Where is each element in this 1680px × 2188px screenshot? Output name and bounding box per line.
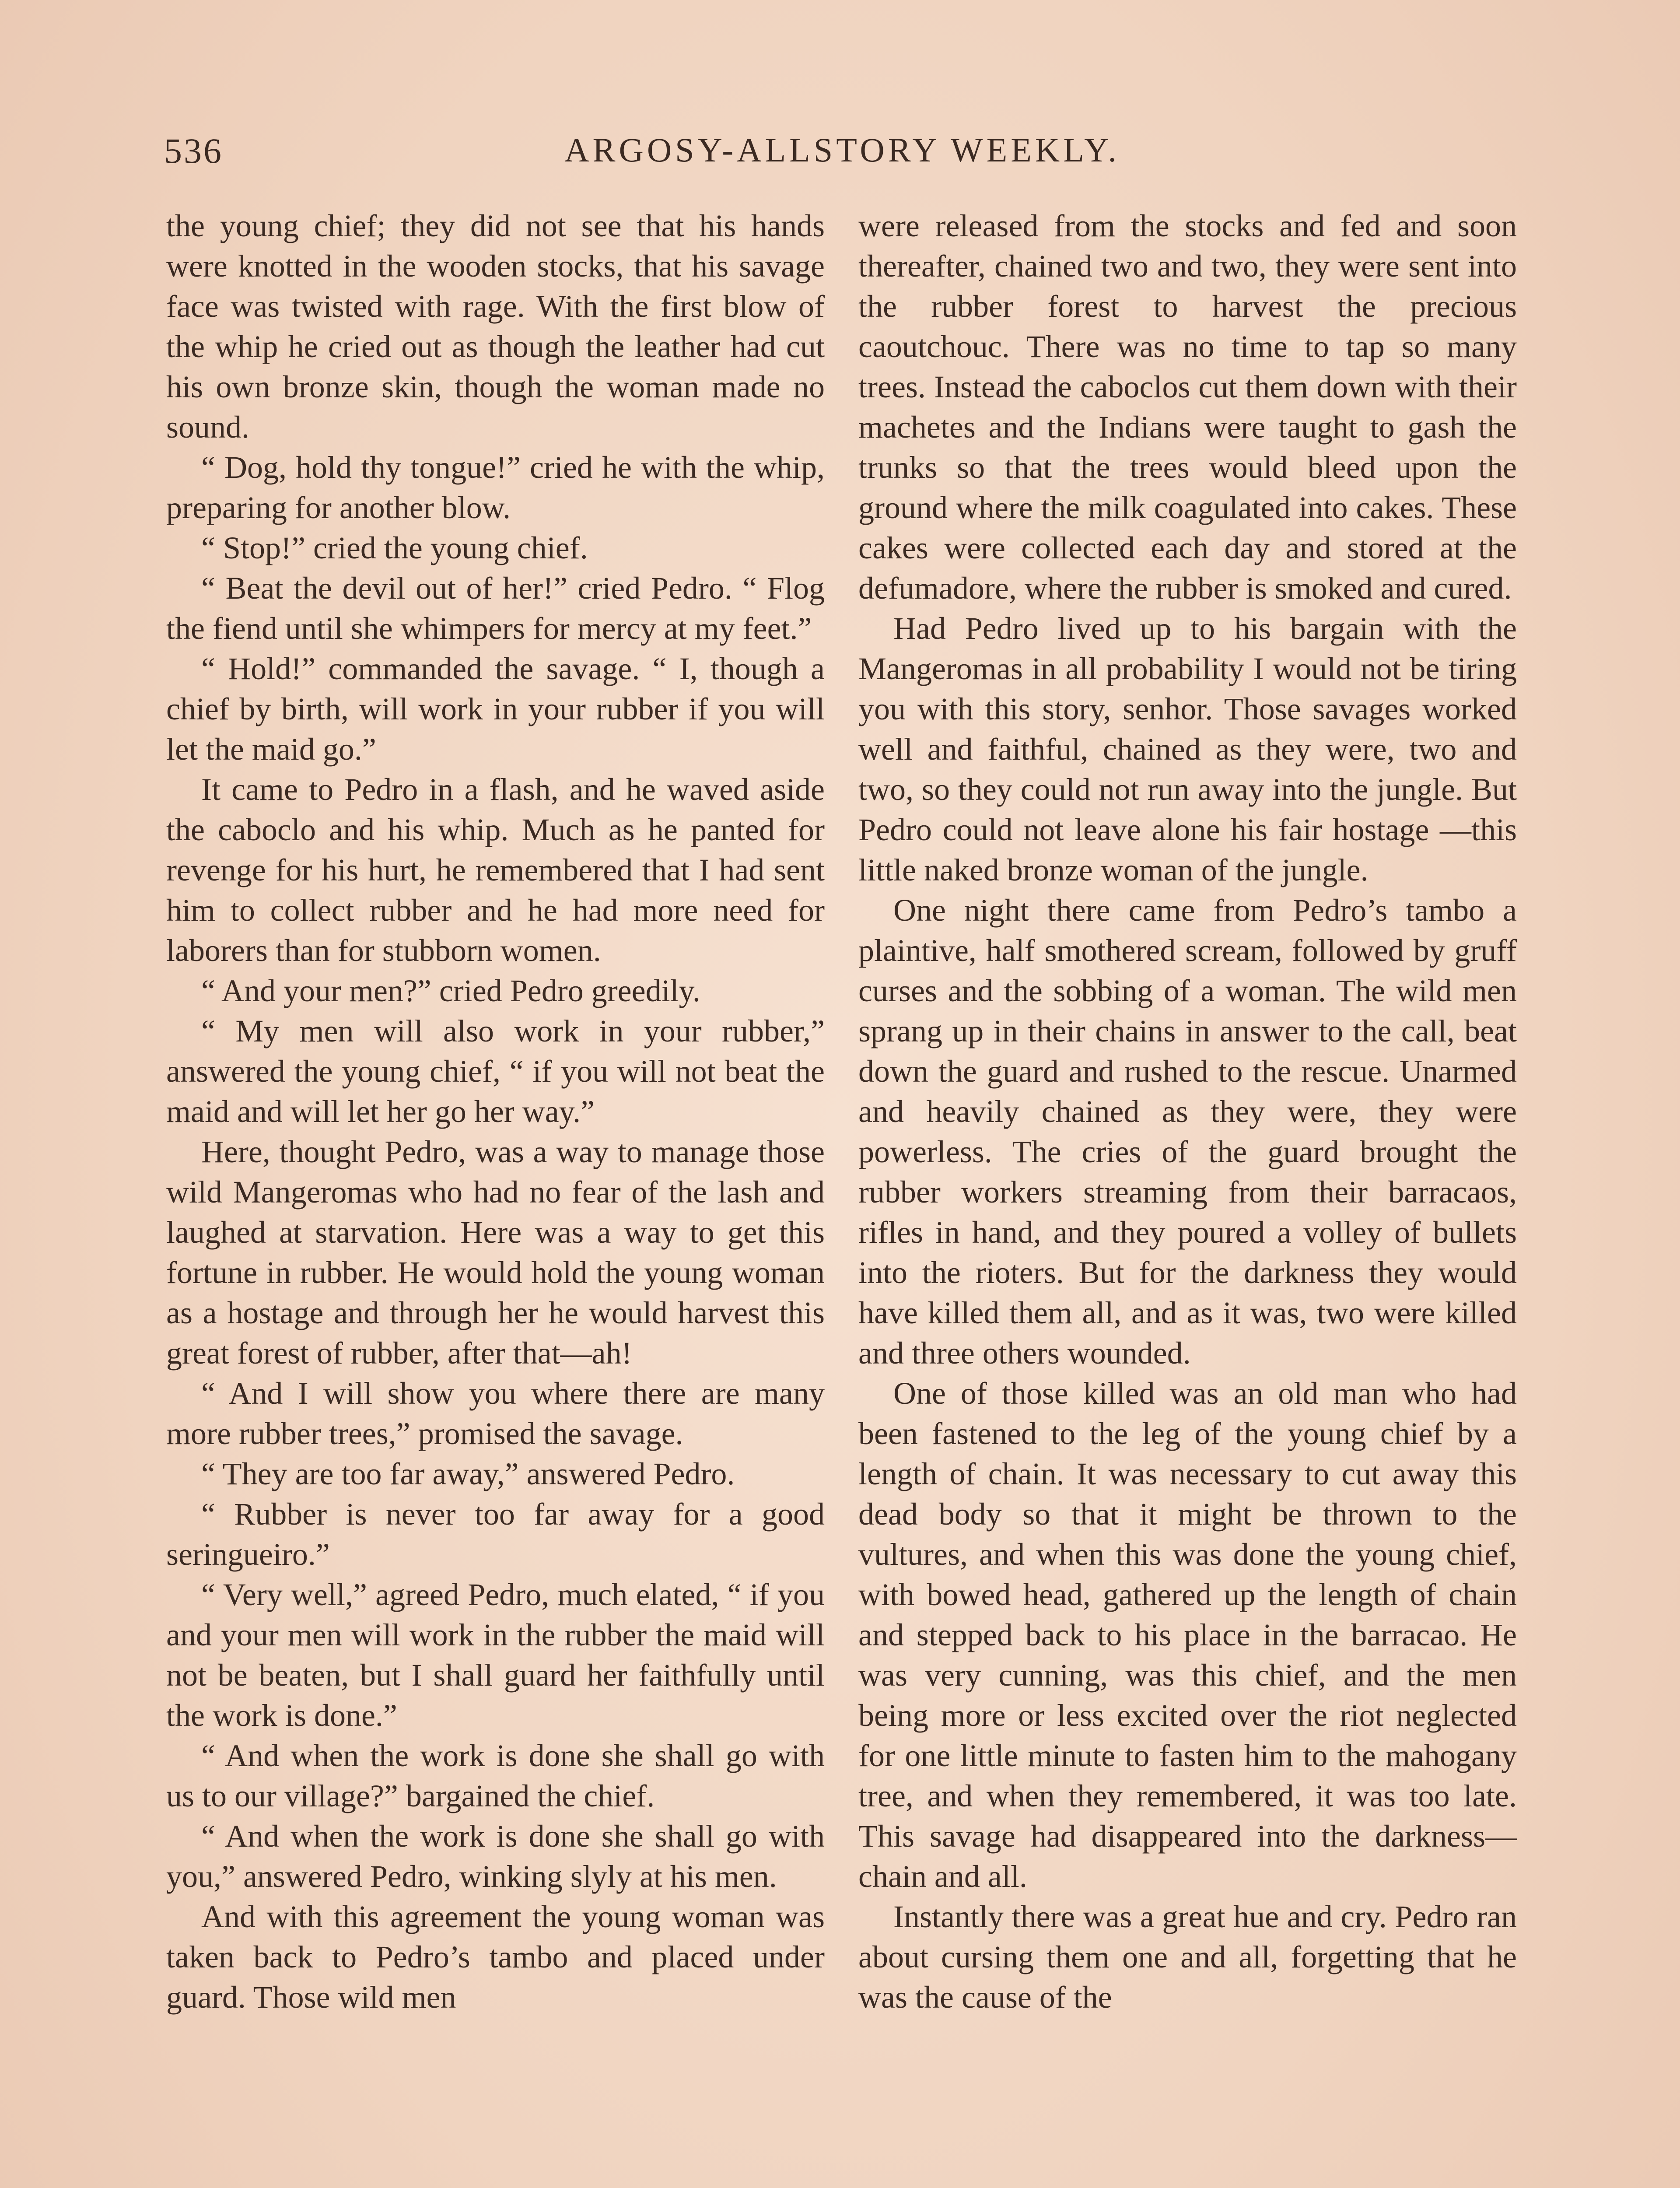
paragraph: “ And your men?” cried Pedro greedily.	[201, 973, 700, 1008]
paragraph: And with this agreement the young woman was taken back to Pedro’s tambo and placed under guard. Those wild men	[166, 1899, 825, 2015]
paragraph: “ Dog, hold thy tongue!” cried he with the whip, preparing for another blow.	[166, 450, 825, 525]
paragraph: the young chief; they did not see that his hands were knotted in the wooden stocks, that his savage face was twisted with rage. With the first blow of the whip he cried out as though the leather had cut his own bronze skin, though the woman made no sound.	[166, 208, 825, 445]
paragraph: “ Very well,” agreed Pedro, much elated, “ if you and your men will work in the rubber the maid will not be beaten, but I shall guard her faithfully until the work is done.”	[166, 1577, 825, 1733]
paragraph: “ Beat the devil out of her!” cried Pedro. “ Flog the fiend until she whimpers for mercy at my feet.”	[166, 571, 825, 646]
page-header	[164, 130, 1520, 179]
paragraph: “ And when the work is done she shall go with us to our village?” bargained the chief.	[166, 1738, 825, 1813]
paragraph: “ And I will show you where there are many more rubber trees,” promised the savage.	[166, 1376, 825, 1451]
paragraph: It came to Pedro in a flash, and he waved aside the caboclo and his whip. Much as he panted for revenge for his hurt, he remembered that I had sent him to collect rubber and he had more need for laborers than for stubborn women.	[166, 772, 825, 968]
paragraph: Had Pedro lived up to his bargain with the Mangeromas in all probability I would not be tiring you with this story, senhor. Those savages worked well and faithful, chained as they were, two and two, so they could not run away into the jungle. But Pedro could not leave alone his fair hostage —this little naked bronze woman of the jungle.	[858, 611, 1517, 887]
paragraph: One of those killed was an old man who had been fastened to the leg of the young chief by a length of chain. It was necessary to cut away this dead body so that it might be thrown to the vultures, and when this was done the young chief, with bowed head, gathered up the length of chain and stepped back to his place in the barracao. He was very cunning, was this chief, and the men being more or less excited over the riot neglected for one little minute to fasten him to the mahogany tree, and when they remembered, it was too late. This savage had disappeared into the darkness—chain and all.	[858, 1376, 1517, 1894]
paragraph: “ They are too far away,” answered Pedro.	[201, 1456, 735, 1491]
paragraph: One night there came from Pedro’s tambo a plaintive, half smothered scream, followed by gruff curses and the sobbing of a woman. The wild men sprang up in their chains in answer to the call, beat down the guard and rushed to the rescue. Unarmed and heavily chained as they were, they were powerless. The cries of the guard brought the rubber workers streaming from their barracaos, rifles in hand, and they poured a volley of bullets into the rioters. But for the darkness they would have killed them all, and as it was, two were killed and three others wounded.	[858, 893, 1517, 1371]
paragraph: Here, thought Pedro, was a way to manage those wild Mangeromas who had no fear of the lash and laughed at starvation. Here was a way to get this fortune in rubber. He would hold the young woman as a hostage and through her he would harvest this great forest of rubber, after that—ah!	[166, 1134, 825, 1371]
right-text-column	[858, 206, 1517, 2017]
running-title: ARGOSY-ALLSTORY WEEKLY.	[564, 131, 1120, 169]
paragraph: “ And when the work is done she shall go with you,” answered Pedro, winking slyly at his men.	[166, 1819, 825, 1894]
paragraph: “ Stop!” cried the young chief.	[201, 530, 588, 565]
left-text-column	[166, 206, 825, 2017]
paragraph: Instantly there was a great hue and cry. Pedro ran about cursing them one and all, forgetting that he was the cause of the	[858, 1899, 1517, 2015]
paragraph: “ Hold!” commanded the savage. “ I, though a chief by birth, will work in your rubber if you will let the maid go.”	[166, 651, 825, 767]
paragraph: “ My men will also work in your rubber,” answered the young chief, “ if you will not beat the maid and will let her go her way.”	[166, 1013, 825, 1129]
paragraph: “ Rubber is never too far away for a good seringueiro.”	[166, 1497, 825, 1572]
page-number: 536	[164, 131, 223, 171]
paragraph: were released from the stocks and fed and soon thereafter, chained two and two, they were sent into the rubber forest to harvest the precious caoutchouc. There was no time to tap so many trees. Instead the caboclos cut them down with their machetes and the Indians were taught to gash the trunks so that the trees would bleed upon the ground where the milk coagulated into cakes. These cakes were collected each day and stored at the defumadore, where the rubber is smoked and cured.	[858, 208, 1517, 606]
